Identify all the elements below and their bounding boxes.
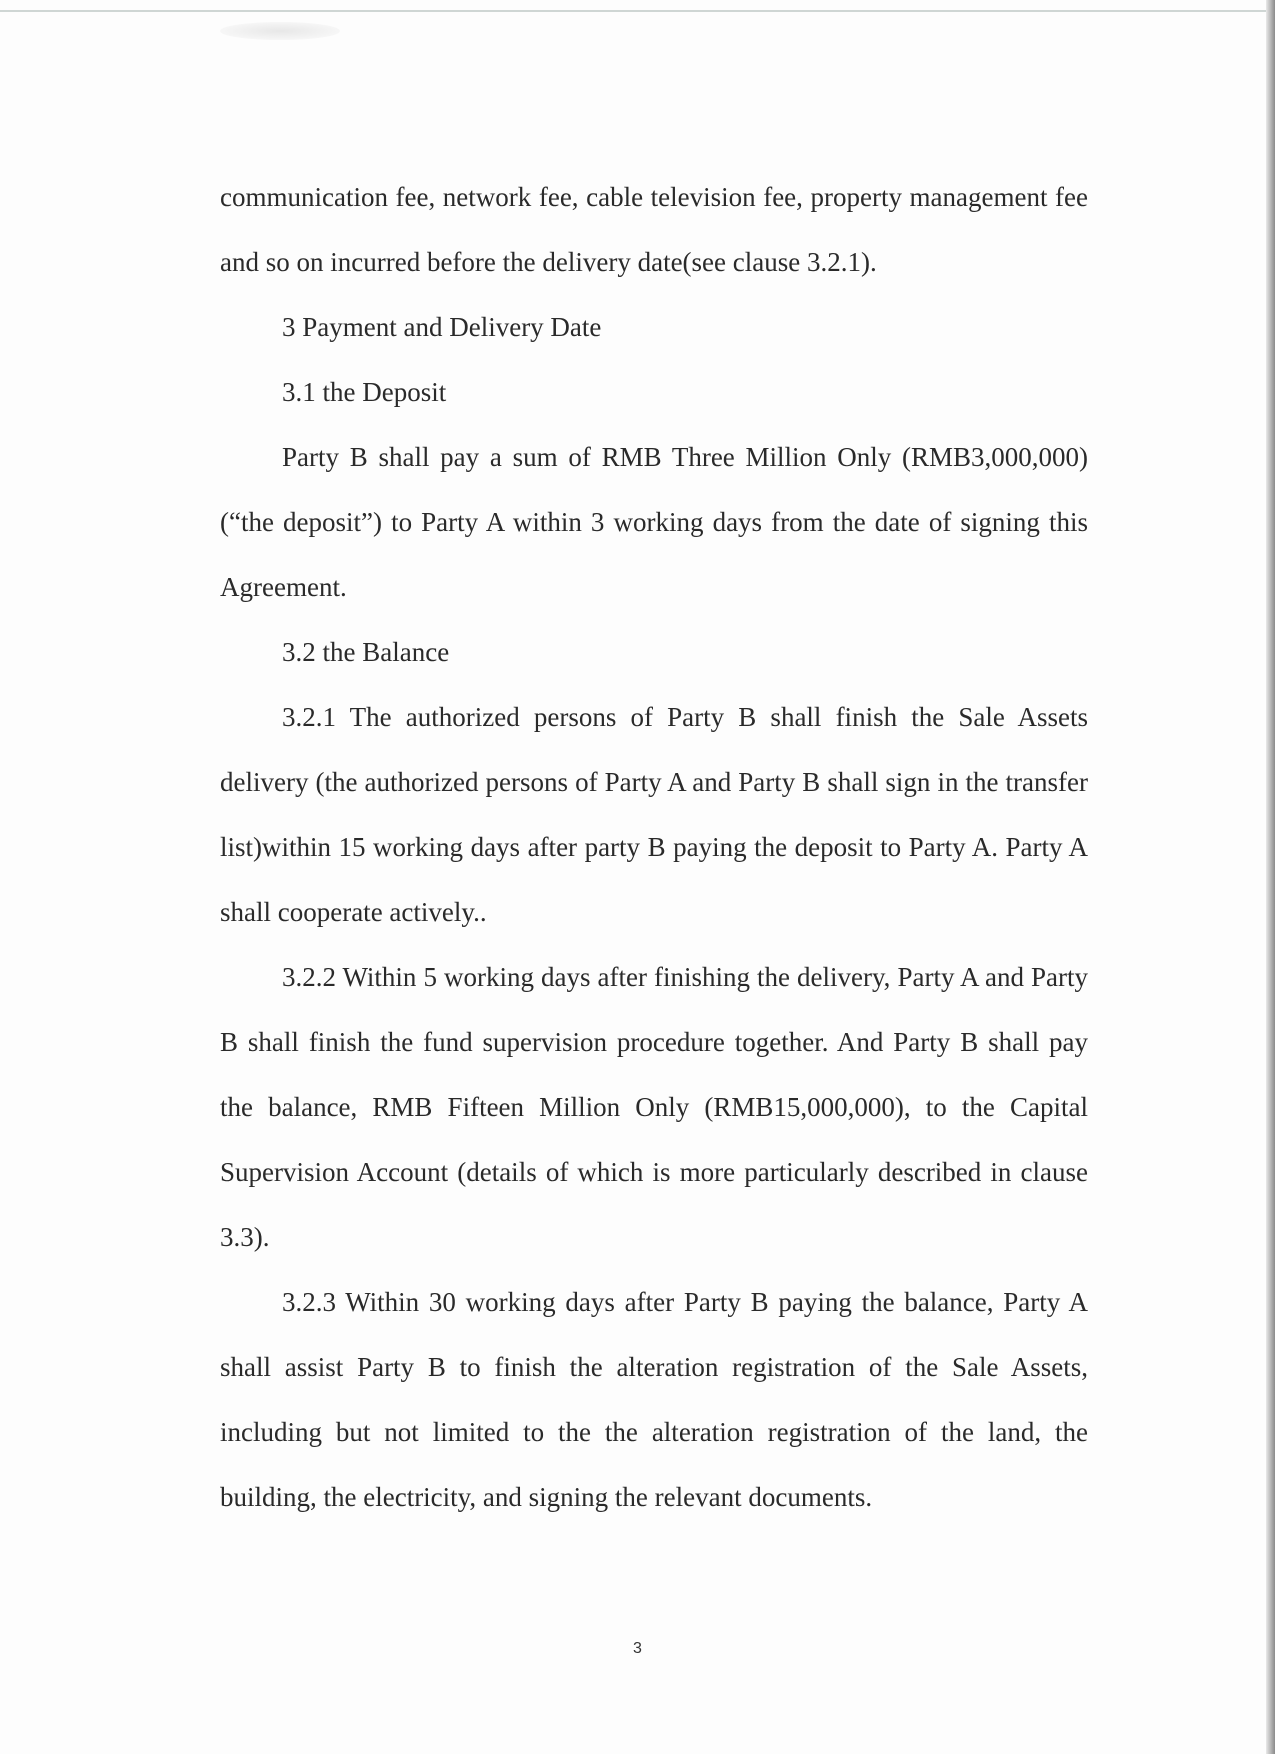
scan-smudge [220,22,340,40]
clause-3-2-3: 3.2.3 Within 30 working days after Party B paying the balance, Party A shall assist Party B to finish the alteration registration of the Sale Assets, including but not limited to the the alteration registration of the land, the building, the electricity, and signing the relevant documents. [220,1287,1088,1512]
paragraph-deposit: Party B shall pay a sum of RMB Three Million Only (RMB3,000,000) (“the deposit”) to Party A within 3 working days from the date of signing this Agreement. [220,442,1088,602]
section-heading-payment-delivery: 3 Payment and Delivery Date [282,312,602,342]
paragraph-continuation: communication fee, network fee, cable television fee, property management fee and so on incurred before the delivery date(see clause 3.2.1). [220,182,1088,277]
clause-3-2-1: 3.2.1 The authorized persons of Party B shall finish the Sale Assets delivery (the authorized persons of Party A and Party B shall sign in the transfer list)within 15 working days after party B paying the deposit to Party A. Party A shall cooperate actively.. [220,702,1088,927]
subsection-heading-balance: 3.2 the Balance [282,637,450,667]
document-body [220,165,1088,1530]
subsection-heading-deposit: 3.1 the Deposit [282,377,447,407]
scan-edge-line [0,10,1275,12]
clause-3-2-2: 3.2.2 Within 5 working days after finishing the delivery, Party A and Party B shall finish the fund supervision procedure together. And Party B shall pay the balance, RMB Fifteen Million Only (RMB15,000,000), to the Capital Supervision Account (details of which is more particularly described in clause 3.3). [220,962,1088,1252]
scan-right-shadow [1266,0,1275,1754]
page-number: 3 [633,1640,642,1657]
